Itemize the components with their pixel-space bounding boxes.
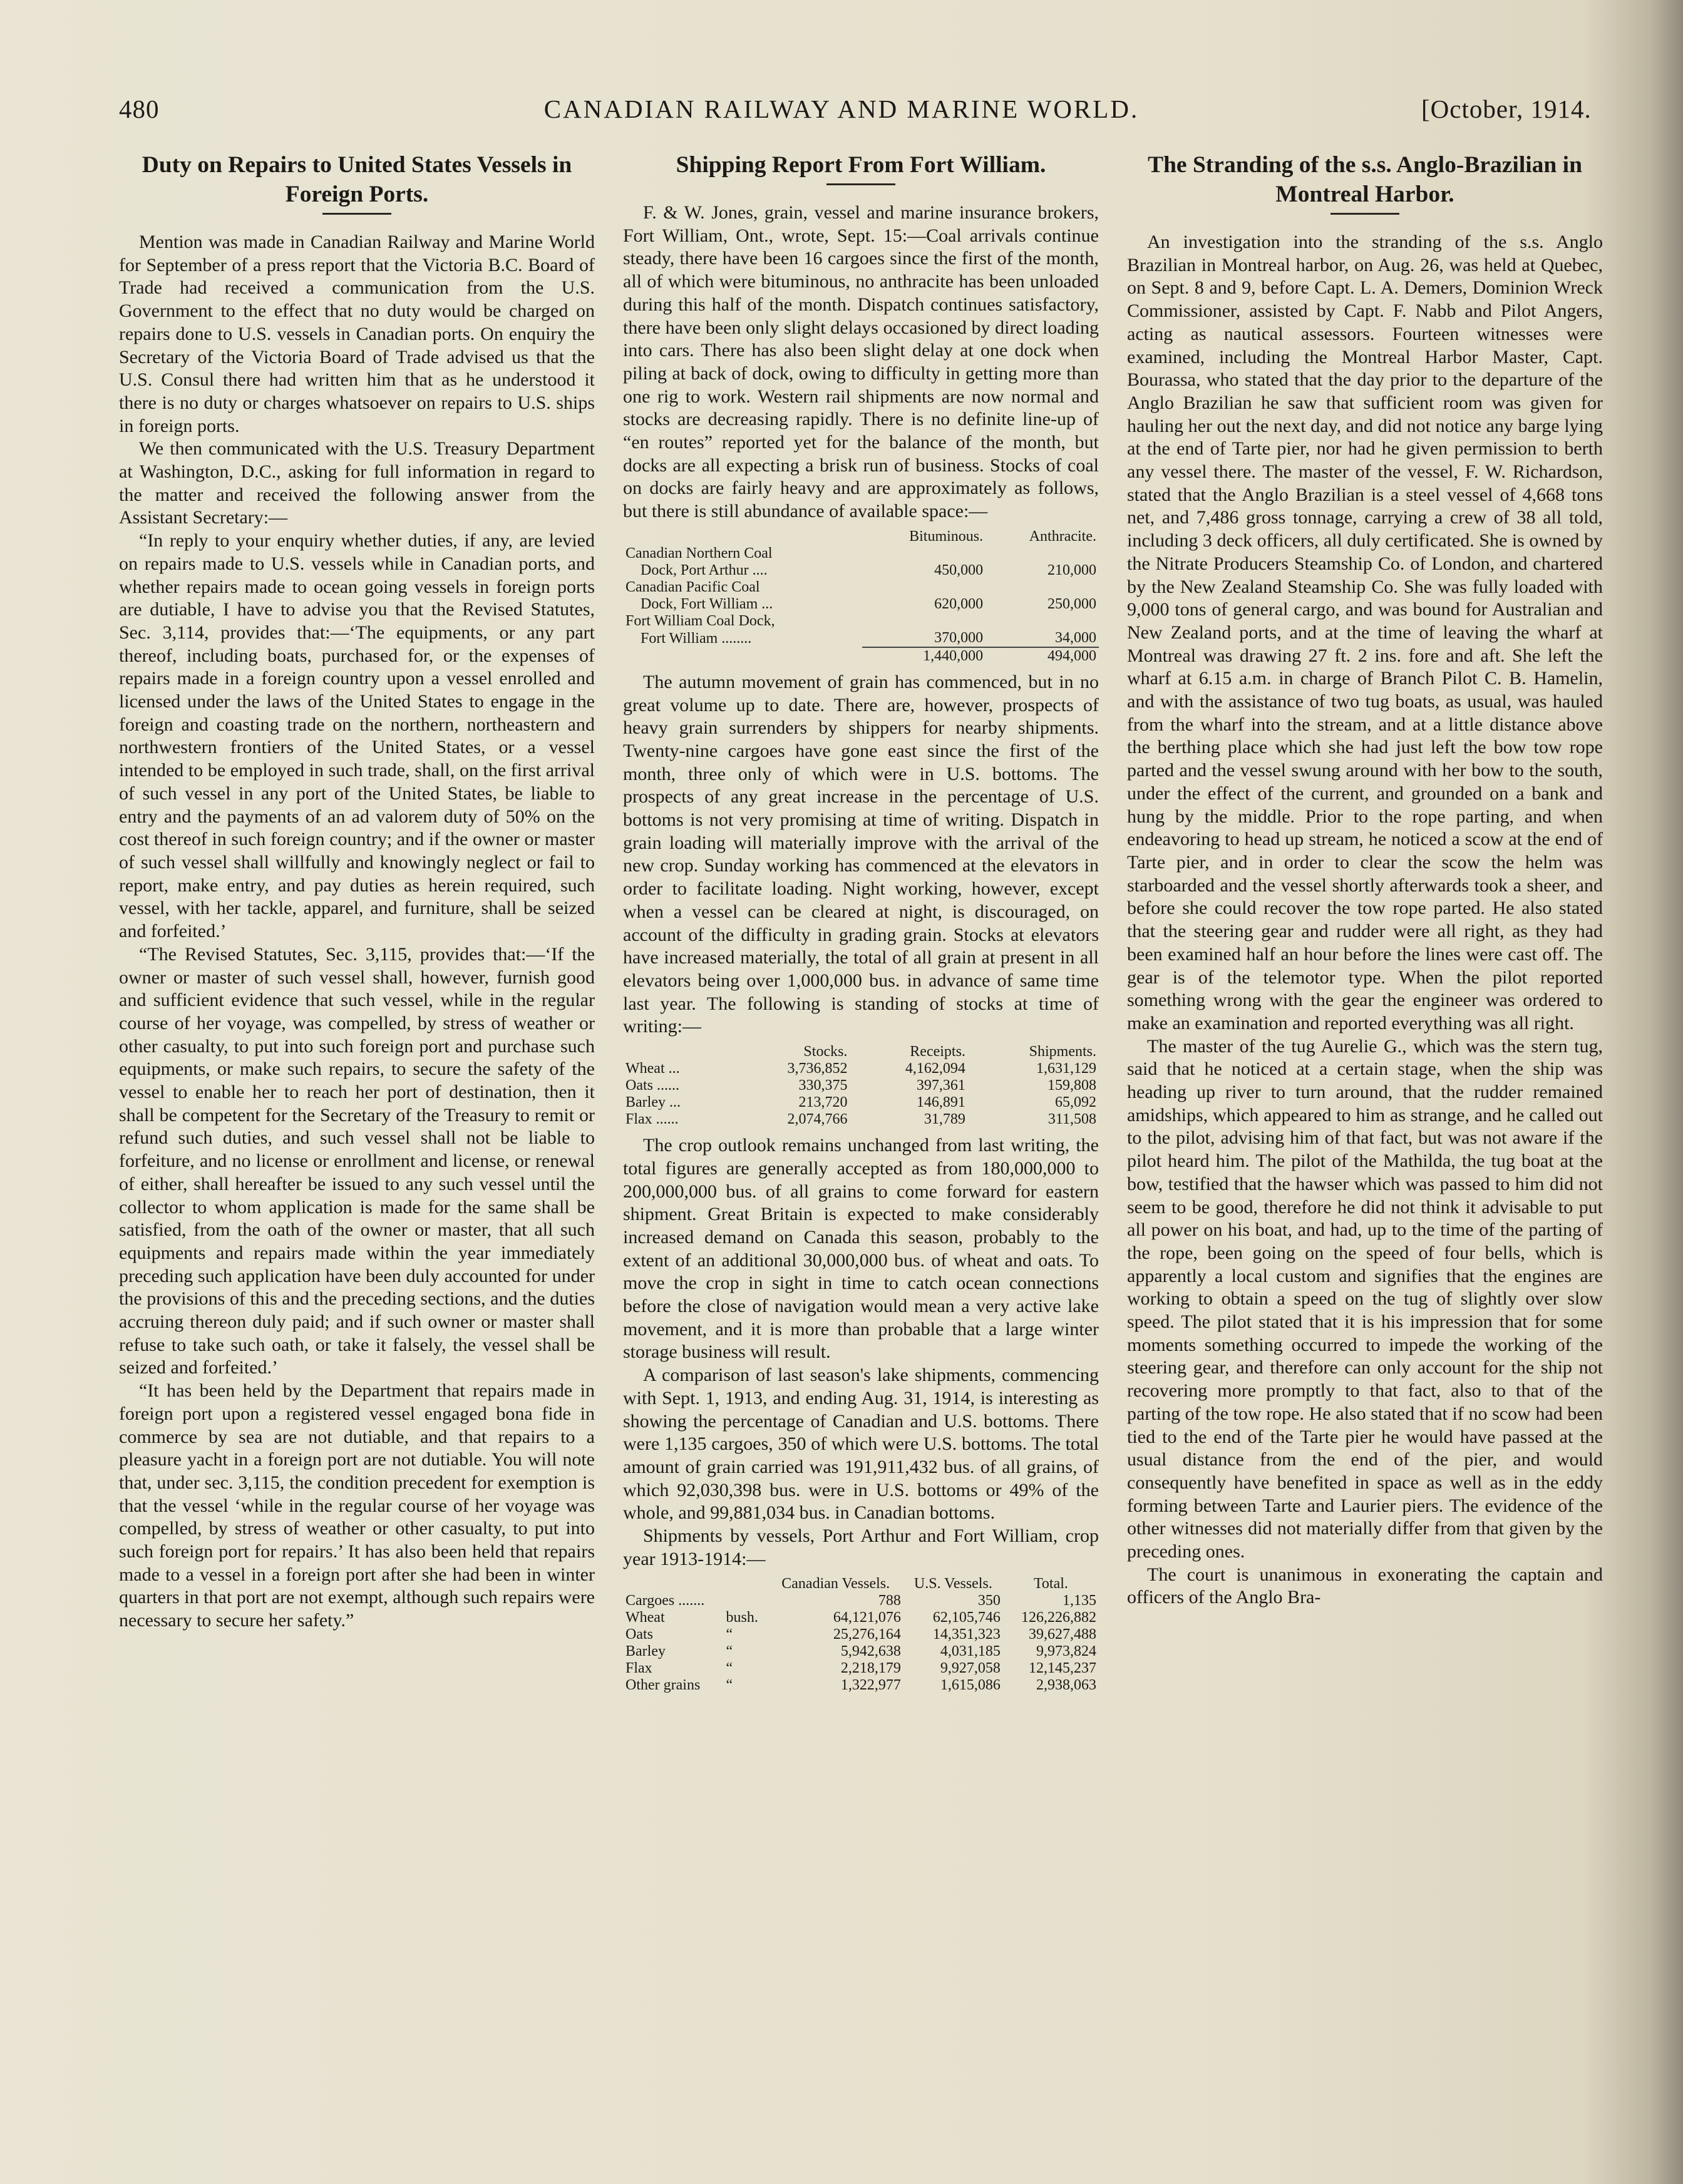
paragraph: A comparison of last season's lake shipments, commencing with Sept. 1, 1913, and ending Aug. 31, 1914, is interesting as showing the percentage of Canadian and U.S. bottoms. There were 1,135 cargoes, 350 of which were U.S. bottoms. The total amount of grain carried was 191,911,432 bus. of all grains, of which 92,030,398 bus. were in U.S. bottoms or 49% of the whole, and 99,881,034 bus. in Canadian bottoms.: [623, 1365, 1099, 1524]
paragraph: Shipments by vessels, Port Arthur and Fort William, crop year 1913-1914:—: [623, 1525, 1099, 1569]
table-row: Oats ...... 330,375 397,361 159,808: [625, 1077, 1096, 1094]
table-row: Dock, Fort William ... 620,000 250,000: [641, 595, 1096, 612]
column-left: [119, 150, 595, 2153]
column-header: Anthracite.: [1029, 528, 1096, 545]
row-label: Fort William Coal Dock,: [625, 612, 775, 629]
article-title-stranding: The Stranding of the s.s. Anglo-Brazilian in Montreal Harbor.: [1148, 152, 1582, 207]
paragraph: F. & W. Jones, grain, vessel and marine insurance brokers, Fort William, Ont., wrote, Sept. 15:—Coal arrivals continue steady, there have been 16 cargoes since the first of the month, all of which were bituminous, no anthracite has been unloaded during this half of the month. Dispatch continues satisfactory, there have been only slight delays occasioned by direct loading into cars. There has also been slight delay at one dock when piling at back of dock, owing to difficulty in getting more than one rig to work. Western rail shipments are now normal and stocks are decreasing rapidly. There is no definite line-up of “en routes” reported yet for the balance of the month, but docks are all expecting a brisk run of business. Stocks of coal on docks are fairly heavy and are approximately as follows, but there is still abundance of available space:—: [623, 202, 1099, 522]
table-row: Flax ...... 2,074,766 31,789 311,508: [625, 1111, 1096, 1128]
elevator-stocks-table: [623, 1043, 1099, 1128]
paragraph: The court is unanimous in exonerating the captain and officers of the Anglo Bra-: [1127, 1564, 1603, 1608]
column-header: Bituminous.: [909, 528, 984, 545]
vessel-shipments-table: [623, 1576, 1099, 1694]
column-middle: [623, 150, 1099, 2153]
paragraph: The autumn movement of grain has commenced, but in no great volume up to date. There are, however, prospects of heavy grain surrenders by shippers for nearby shipments. Twenty-nine cargoes have gone east since the first of the month, three only of which were in U.S. bottoms. The prospects of any great increase in the percentage of U.S. bottoms is not very promising at time of writing. Dispatch in grain loading will materially improve with the arrival of the new crop. Sunday working has commenced at the elevators in order to facilitate loading. Night working, however, except when a vessel can be cleared at night, is discouraged, on account of the difficulty in grading grain. Stocks at elevators have increased materially, the total of all grain at present in all elevators being over 1,000,000 bus. in advance of same time last year. The following is standing of stocks at time of writing:—: [623, 671, 1099, 1037]
paragraph: An investigation into the stranding of the s.s. Anglo Brazilian in Montreal harbor, on Aug. 26, was held at Quebec, on Sept. 8 and 9, before Capt. L. A. Demers, Dominion Wreck Commissioner, assisted by Capt. F. Nabb and Pilot Angers, acting as nautical assessors. Fourteen witnesses were examined, including the Montreal Harbor Master, Capt. Bourassa, who stated that the day prior to the departure of the Anglo Brazilian he saw that sufficient room was given for hauling her out the next day, and did not notice any barge lying at the end of Tarte pier, nor had he given permission to berth any vessel there. The master of the vessel, F. W. Richardson, stated that the Anglo Brazilian is a steel vessel of 4,668 tons net, and 7,486 gross tonnage, carrying a crew of 38 all told, including 3 deck officers, all duly certificated. She is owned by the Nitrate Producers Steamship Co. of London, and chartered by the New Zealand Steamship Co. She was fully loaded with 9,000 tons of general cargo, and was bound for Australian and New Zealand ports, and at the time of leaving the wharf at Montreal was drawing 27 ft. 2 ins. fore and aft. She left the wharf at 6.15 a.m. in charge of Branch Pilot C. B. Hamelin, and with the assistance of two tug boats, as usual, was hauled from the wharf into the stream, and at a little distance above the berthing place which she had just left the bow tow rope parted and the vessel swung around with her bow to the south, under the effect of the current, and grounded on a bank and hung by the middle. Prior to the rope parting, and when endeavoring to head up stream, he noticed a scow at the end of Tarte pier, and in order to clear the scow the helm was starboarded and the vessel shortly afterwards took a sheer, and before she could recover the tow rope parted. He also stated that the steering gear and rudder were all right, as they had been examined half an hour before the lines were cast off. The gear is of the telemotor type. When the pilot reported something wrong with the gear the engineer was ordered to make an examination and reported everything was all right.: [1127, 232, 1603, 1033]
issue-date: [October, 1914.: [1421, 95, 1592, 123]
paragraph: We then communicated with the U.S. Treasury Department at Washington, D.C., asking for full information in regard to the matter and received the following answer from the Assistant Secretary:—: [119, 438, 595, 528]
coal-stocks-table: [623, 528, 1099, 665]
column-header: Receipts.: [910, 1043, 965, 1060]
table-row: Cargoes ....... 788 350 1,135: [625, 1592, 1096, 1609]
title-rule: [826, 183, 895, 185]
table-row: Barley “ 5,942,638 4,031,185 9,973,824: [625, 1643, 1096, 1660]
title-rule: [322, 213, 391, 215]
title-rule: [1330, 213, 1399, 215]
paragraph: The master of the tug Aurelie G., which was the stern tug, said that he noticed at a certain stage, when the ship was heading up river to turn around, that the rudder remained amidships, which appeared to him as strange, and he called out to the pilot, advising him of that fact, but was not aware if the pilot heard him. The pilot of the Mathilda, the tug boat at the bow, testified that the hawser which was passed to him did not seem to be good, therefore he did not think it advisable to put all power on his boat, and had, up to the time of the parting of the rope, been going on the speed of four bells, which is apparently a local custom and signifies that the engines are working to obtain a speed on the tug of slightly over slow speed. The pilot stated that it is his impression that for some moments something occurred to impede the working of the steering gear, and therefore can only account for the ship not recovering more promptly to that fact, also to that of the parting of the tow rope. He also stated that if no scow had been tied to the end of the Tarte pier he would have passed at the usual distance from the end of the pier, and would consequently have benefited in space as well as in the eddy forming between Tarte and Laurier piers. The evidence of the other witnesses did not materially differ from that given by the preceding ones.: [1127, 1035, 1603, 1562]
table-row: Wheat bush. 64,121,076 62,105,746 126,226,882: [625, 1609, 1096, 1626]
row-label: Canadian Northern Coal: [625, 545, 773, 561]
column-header: U.S. Vessels.: [914, 1576, 992, 1592]
table-row: Wheat ... 3,736,852 4,162,094 1,631,129: [625, 1060, 1096, 1077]
row-label: Canadian Pacific Coal: [625, 578, 760, 595]
column-header: Canadian Vessels.: [781, 1576, 890, 1592]
table-row: Flax “ 2,218,179 9,927,058 12,145,237: [625, 1660, 1096, 1677]
article-title-shipping-report: Shipping Report From Fort William.: [676, 152, 1046, 178]
page-number: 480: [119, 95, 160, 123]
table-row: Dock, Port Arthur .... 450,000 210,000: [641, 561, 1096, 578]
paragraph: “In reply to your enquiry whether duties, if any, are levied on repairs made to U.S. vessels while in Canadian ports, and whether repairs made to ocean going vessels in foreign ports are dutiable, I have to advise you that the Revised Statutes, Sec. 3,114, provides that:—‘The equipments, or any part thereof, including boats, purchased for, or the expenses of repairs made in a foreign country upon a vessel enrolled and licensed under the laws of the United States to engage in the foreign and coasting trade on the northern, northeastern and northwestern frontiers of the United States, or a vessel intended to be employed in such trade, shall, on the first arrival of such vessel in any port of the United States, be liable to entry and the payments of an ad valorem duty of 50% on the cost thereof in such foreign country; and if the owner or master of such vessel shall willfully and knowingly neglect or fail to report, make entry, and pay duties as herein required, such vessel, with her tackle, apparel, and furniture, shall be seized and forfeited.’: [119, 530, 595, 942]
article-title-duty-repairs: Duty on Repairs to United States Vessels in Foreign Ports.: [142, 152, 572, 207]
column-header: Shipments.: [1029, 1043, 1096, 1060]
table-row: Oats “ 25,276,164 14,351,323 39,627,488: [625, 1626, 1096, 1643]
paragraph: “It has been held by the Department that repairs made in foreign port upon a registered vessel engaged bona fide in commerce by sea are not dutiable, and that repairs to a pleasure yacht in a foreign port are not dutiable. You will note that, under sec. 3,115, the condition precedent for exemption is that the vessel ‘while in the regular course of her voyage was compelled, by stress of weather or other casualty, to put into such foreign port for repairs.’ It has also been held that repairs made to a vessel in a foreign port after she had been in winter quarters in that port are not exempt, although such repairs were necessary to secure her safety.”: [119, 1380, 595, 1631]
totals-row: 1,440,000 494,000: [623, 647, 1099, 665]
table-row: Fort William ........ 370,000 34,000: [641, 629, 1096, 647]
table-row: Other grains “ 1,322,977 1,615,086 2,938,063: [625, 1677, 1096, 1694]
paragraph: Mention was made in Canadian Railway and Marine World for September of a press report that the Victoria B.C. Board of Trade had received a communication from the U.S. Government to the effect that no duty would be charged on repairs done to U.S. vessels in Canadian ports. On enquiry the Secretary of the Victoria Board of Trade advised us that the U.S. Consul there had written him that as he understood it there is no duty or charges whatsoever on repairs to U.S. ships in foreign ports.: [119, 232, 595, 436]
publication-title: CANADIAN RAILWAY AND MARINE WORLD.: [543, 95, 1140, 123]
column-right: [1127, 150, 1603, 2153]
table-row: Barley ... 213,720 146,891 65,092: [625, 1094, 1096, 1111]
paragraph: “The Revised Statutes, Sec. 3,115, provides that:—‘If the owner or master of such vessel shall, however, furnish good and sufficient evidence that such vessel, while in the regular course of her voyage, was compelled, by stress of weather or other casualty, to put into such foreign port and purchase such equipments, or make such repairs, to secure the safety of the vessel to enable her to reach her port of destination, then it shall be competent for the Secretary of the Treasury to remit or refund such duties, and such vessel shall not be liable to forfeiture, and no license or enrollment and license, or renewal of either, shall hereafter be issued to any such vessel until the collector to whom application is made for the same shall be satisfied, from the oath of the owner or master, that all such equipments and repairs made within the year immediately preceding such application have been duly accounted for under the provisions of this and the preceding sections, and the duties accruing thereon duly paid; and if such owner or master shall refuse to take such oath, or take it falsely, the vessel shall be seized and forfeited.’: [119, 943, 595, 1378]
column-header: Stocks.: [803, 1043, 848, 1060]
column-header: Total.: [1033, 1576, 1068, 1592]
paragraph: The crop outlook remains unchanged from last writing, the total figures are generally accepted as from 180,000,000 to 200,000,000 bus. of all grains to come forward for eastern shipment. Great Britain is expected to make considerably increased demand on Canada this season, probably to the extent of an additional 30,000,000 bus. of wheat and oats. To move the crop in sight in time to catch ocean connections before the close of navigation would mean a very active lake movement, and it is more than probable that a large winter storage business will result.: [623, 1135, 1099, 1363]
